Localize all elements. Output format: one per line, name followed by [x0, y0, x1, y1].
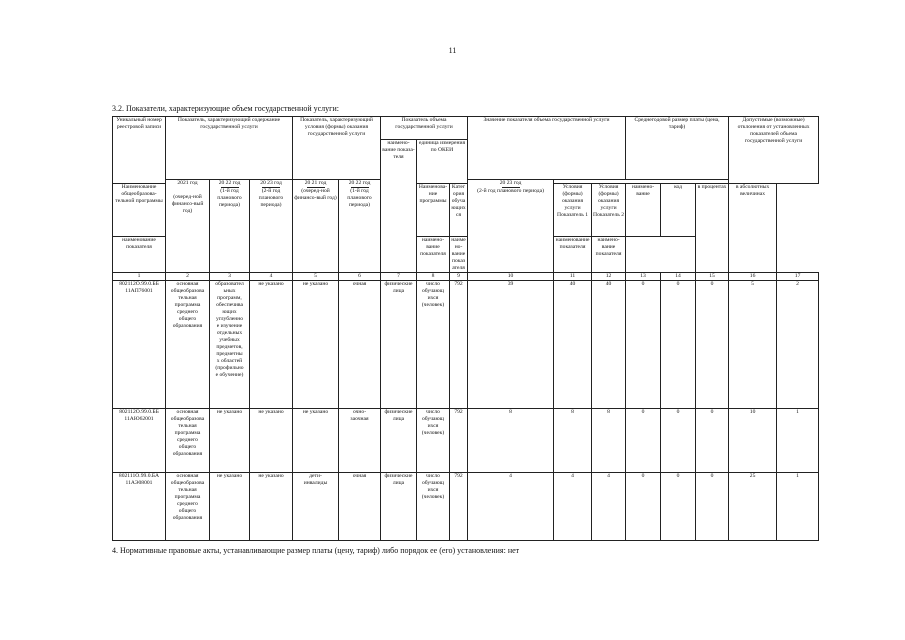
hdr-content-indicator: Показатель, характеризующий содержание государственной услуги	[166, 117, 293, 180]
fee-2023: 0	[696, 409, 729, 473]
hdr-volume-values: Значение показателя объема государственной услуги	[468, 117, 626, 180]
deviation-percent: 10	[729, 409, 777, 473]
student-category: не указано	[250, 473, 293, 541]
unit-name: число обучающ ихся (человек)	[417, 473, 450, 541]
volume-2021: 4	[468, 473, 554, 541]
condition-1: дети- инвалиды	[293, 473, 339, 541]
page-number: 11	[448, 46, 457, 55]
col-number: 17	[777, 273, 819, 281]
hdr-indicator-name: наимено-вание показа-теля	[381, 140, 417, 273]
program-type: основная общеобразова тельная программа среднего общего образования	[166, 281, 210, 409]
hdr-conditions-indicator: Показатель, характеризующий условия (формы) оказания государственной услуги	[293, 117, 381, 180]
hdr-allowed-deviations: Допустимые (возможные) отклонения от установленных показателей объема государственной услуги	[729, 117, 819, 184]
registry-number: 802111О.99.0.БА 11АЭ08001	[113, 473, 166, 541]
hdr-program-type-sub: наименование показателя	[113, 237, 166, 273]
col-number: 3	[210, 273, 250, 281]
hdr-program-type: Наименование общеобразова-тельной программы	[113, 184, 166, 237]
col-number: 16	[729, 273, 777, 281]
hdr-registry-number: Уникальный номер реестровой записи	[113, 117, 166, 184]
indicator-name: физические лица	[381, 281, 417, 409]
table-row	[113, 473, 819, 541]
volume-2022: 40	[554, 281, 592, 409]
deviation-absolute: 1	[777, 409, 819, 473]
hdr-student-category-sub: наимено-вание показателя	[451, 237, 466, 271]
fee-2023: 0	[696, 281, 729, 409]
hdr-condition-1-sub: наименование показателя	[554, 237, 592, 273]
indicator-name: физические лица	[381, 473, 417, 541]
condition-2: очная	[339, 281, 381, 409]
col-number: 1	[113, 273, 166, 281]
fee-2022: 0	[661, 409, 696, 473]
hdr-volume-indicator: Показатель объема государственной услуги	[381, 117, 468, 140]
fee-2021: 0	[626, 409, 661, 473]
program-type: основная общеобразова тельная программа среднего общего образования	[166, 409, 210, 473]
program-name: не указано	[210, 473, 250, 541]
volume-2021: 39	[468, 281, 554, 409]
hdr-unit-name: наимено-вание	[626, 184, 661, 237]
hdr-deviation-percent: в процентах	[696, 184, 729, 273]
col-number: 4	[250, 273, 293, 281]
col-number: 2	[166, 273, 210, 281]
hdr-condition-2-sub: наимено-вание показателя	[592, 237, 626, 273]
col-number: 10	[468, 273, 554, 281]
hdr-fee-year-2021: 20 21 год (очеред-ной финансо-вый год)	[293, 180, 339, 273]
program-type: основная общеобразова тельная программа среднего общего образования	[166, 473, 210, 541]
hdr-year-2021: 2021 год (очеред-ной финансо-вый год)	[166, 180, 210, 273]
hdr-unit-code: код	[661, 184, 696, 237]
fee-2022: 0	[661, 281, 696, 409]
col-number: 12	[592, 273, 626, 281]
table-row	[113, 409, 819, 473]
hdr-average-fee: Среднегодовой размер платы (цена, тариф)	[626, 117, 729, 180]
volume-2022: 8	[554, 409, 592, 473]
hdr-deviation-absolute: в абсолютных величинах	[729, 184, 777, 273]
volume-2022: 4	[554, 473, 592, 541]
col-number: 11	[554, 273, 592, 281]
program-name: не указано	[210, 409, 250, 473]
hdr-student-category: Категория обучающихся	[450, 184, 468, 237]
volume-2023: 40	[592, 281, 626, 409]
volume-2021: 8	[468, 409, 554, 473]
hdr-fee-year-2023: 20 23 год (2-й год планового периода)	[468, 180, 554, 273]
hdr-condition-2: Условия (формы) оказания услуги Показатель 2	[592, 184, 626, 237]
program-name: образовател ьных программ, обеспечива ющих углубленно е изучение отдельных учебных предметов, предметны х областей (профильно е обучение)	[210, 281, 250, 409]
col-number: 14	[661, 273, 696, 281]
col-number: 8	[417, 273, 450, 281]
hdr-year-2022: 20 22 год (1-й год планового периода)	[210, 180, 250, 273]
fee-2021: 0	[626, 473, 661, 541]
deviation-percent: 25	[729, 473, 777, 541]
registry-number: 802112О.99.0.ББ 11АЮ62001	[113, 409, 166, 473]
col-number: 6	[339, 273, 381, 281]
col-number: 9	[450, 273, 468, 281]
unit-name: число обучающ ихся (человек)	[417, 409, 450, 473]
section-heading: 3.2. Показатели, характеризующие объем государственной услуги:	[112, 104, 339, 113]
deviation-percent: 5	[729, 281, 777, 409]
col-number: 13	[626, 273, 661, 281]
condition-1: не указано	[293, 409, 339, 473]
col-number: 5	[293, 273, 339, 281]
volume-indicators-table	[112, 116, 819, 541]
hdr-condition-1: Условия (формы) оказания услуги Показатель 1	[554, 184, 592, 237]
condition-1: не указано	[293, 281, 339, 409]
hdr-program-name-sub: наимено-вание показателя	[417, 237, 450, 273]
unit-code: 792	[450, 409, 468, 473]
volume-2023: 4	[592, 473, 626, 541]
fee-2023: 0	[696, 473, 729, 541]
col-number: 7	[381, 273, 417, 281]
unit-code: 792	[450, 281, 468, 409]
student-category: не указано	[250, 281, 293, 409]
condition-2: очная	[339, 473, 381, 541]
unit-code: 792	[450, 473, 468, 541]
hdr-unit-okei: единица измерения по ОКЕИ	[417, 140, 468, 184]
fee-2022: 0	[661, 473, 696, 541]
deviation-absolute: 1	[777, 473, 819, 541]
table-row	[113, 281, 819, 409]
hdr-fee-year-2022: 20 22 год (1-й год планового периода)	[339, 180, 381, 273]
hdr-unit-spacer	[626, 237, 696, 273]
column-number-row	[113, 273, 819, 281]
unit-name: число обучающ ихся (человек)	[417, 281, 450, 409]
condition-2: очно- заочная	[339, 409, 381, 473]
hdr-year-2023: 20 23 год (2-й год планового периода)	[250, 180, 293, 273]
col-number: 15	[696, 273, 729, 281]
deviation-absolute: 2	[777, 281, 819, 409]
indicator-name: физические лица	[381, 409, 417, 473]
footer-text: 4. Нормативные правовые акты, устанавливающие размер платы (цену, тариф) либо порядок ее (его) установления: нет	[112, 546, 520, 555]
volume-2023: 8	[592, 409, 626, 473]
registry-number: 802112О.99.0.ББ 11АП76001	[113, 281, 166, 409]
student-category: не указано	[250, 409, 293, 473]
hdr-program-name: Наименова-ние программы	[417, 184, 450, 237]
fee-2021: 0	[626, 281, 661, 409]
